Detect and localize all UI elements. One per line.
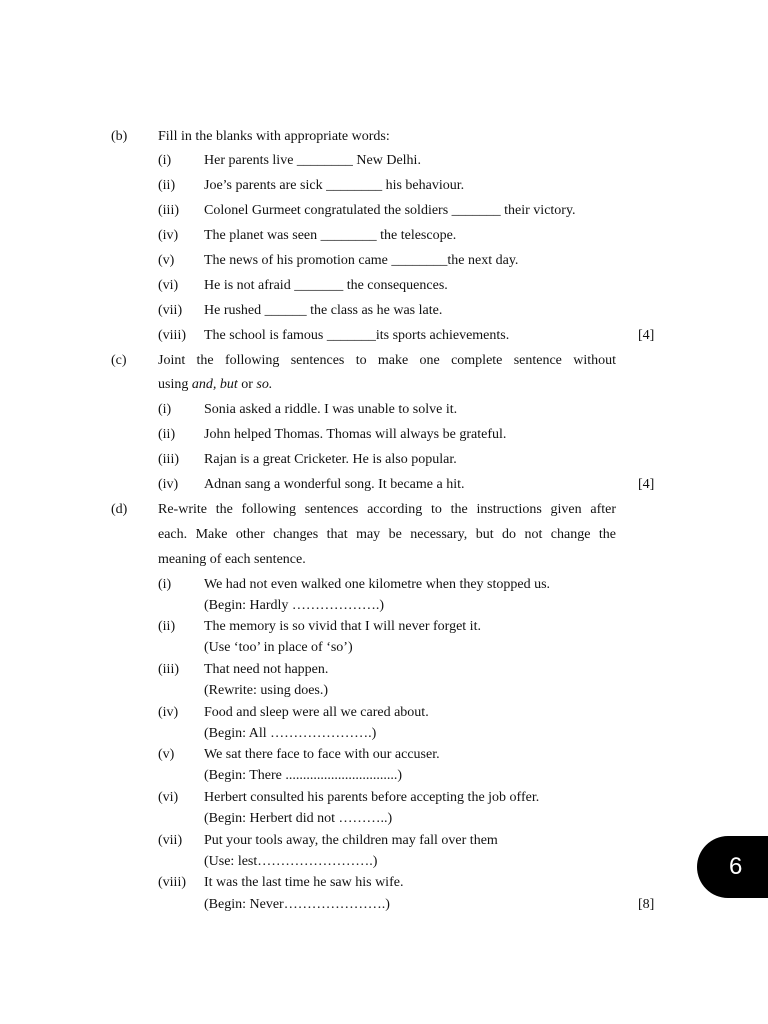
b-item-text: The school is famous _______its sports achievements.: [204, 328, 510, 343]
c-item-num: (iv): [158, 477, 179, 492]
d-item-instruction: (Begin: There ................................): [204, 768, 403, 783]
b-item-num: (viii): [158, 328, 186, 343]
d-item-instruction: (Use: lest…………………….): [204, 854, 378, 869]
d-item-instruction: (Begin: All ………………….): [204, 726, 377, 741]
b-item-num: (vii): [158, 303, 183, 318]
section-b-label: (b): [111, 129, 128, 144]
section-d-label: (d): [111, 502, 128, 517]
d-item-instruction: (Use ‘too’ in place of ‘so’): [204, 640, 353, 655]
section-c-heading: Joint the following sentences to make one complete sentence without: [158, 353, 616, 368]
b-item-num: (vi): [158, 278, 179, 293]
d-item-text: Put your tools away, the children may fall over them: [204, 833, 498, 848]
d-item-num: (iv): [158, 705, 179, 720]
b-item-text: He is not afraid _______ the consequences.: [204, 278, 448, 293]
c-item-text: Adnan sang a wonderful song. It became a hit.: [204, 477, 465, 492]
d-item-instruction: (Begin: Never………………….): [204, 897, 390, 912]
b-item-num: (ii): [158, 178, 176, 193]
section-c-label: (c): [111, 353, 127, 368]
section-b-marks: [4]: [638, 328, 655, 343]
d-item-instruction: (Begin: Hardly ……………….): [204, 598, 385, 613]
c-item-num: (ii): [158, 427, 176, 442]
d-item-num: (i): [158, 577, 172, 592]
section-d-marks: [8]: [638, 897, 655, 912]
d-item-text: We sat there face to face with our accuser.: [204, 747, 440, 762]
b-item-text: The planet was seen ________ the telescope.: [204, 228, 457, 243]
d-item-text: It was the last time he saw his wife.: [204, 875, 404, 890]
d-item-num: (v): [158, 747, 175, 762]
c-item-text: Sonia asked a riddle. I was unable to solve it.: [204, 402, 458, 417]
section-c-heading-line2: using and, but or so.: [158, 377, 273, 392]
section-d-heading: each. Make other changes that may be necessary, but do not change the: [158, 527, 616, 542]
d-item-num: (vii): [158, 833, 183, 848]
d-item-num: (vi): [158, 790, 179, 805]
c-item-num: (i): [158, 402, 172, 417]
d-item-instruction: (Begin: Herbert did not ………..): [204, 811, 393, 826]
d-item-text: The memory is so vivid that I will never forget it.: [204, 619, 481, 634]
d-item-num: (iii): [158, 662, 179, 677]
section-c-marks: [4]: [638, 477, 655, 492]
b-item-text: He rushed ______ the class as he was late.: [204, 303, 443, 318]
d-item-text: That need not happen.: [204, 662, 329, 677]
section-d-heading: meaning of each sentence.: [158, 552, 306, 567]
b-item-num: (iii): [158, 203, 179, 218]
d-item-text: We had not even walked one kilometre when they stopped us.: [204, 577, 551, 592]
b-item-num: (iv): [158, 228, 179, 243]
b-item-num: (v): [158, 253, 175, 268]
c-item-num: (iii): [158, 452, 179, 467]
section-d-heading: Re-write the following sentences according to the instructions given after: [158, 502, 616, 517]
b-item-num: (i): [158, 153, 172, 168]
d-item-num: (viii): [158, 875, 186, 890]
d-item-num: (ii): [158, 619, 176, 634]
page-number: 6: [729, 853, 743, 880]
d-item-text: Food and sleep were all we cared about.: [204, 705, 429, 720]
b-item-text: Joe’s parents are sick ________ his behaviour.: [204, 178, 465, 193]
section-b-heading: Fill in the blanks with appropriate words:: [158, 129, 390, 144]
c-item-text: Rajan is a great Cricketer. He is also popular.: [204, 452, 457, 467]
b-item-text: Her parents live ________ New Delhi.: [204, 153, 421, 168]
d-item-instruction: (Rewrite: using does.): [204, 683, 329, 698]
b-item-text: The news of his promotion came ________the next day.: [204, 253, 519, 268]
c-item-text: John helped Thomas. Thomas will always be grateful.: [204, 427, 507, 442]
b-item-text: Colonel Gurmeet congratulated the soldiers _______ their victory.: [204, 203, 576, 218]
d-item-text: Herbert consulted his parents before accepting the job offer.: [204, 790, 540, 805]
